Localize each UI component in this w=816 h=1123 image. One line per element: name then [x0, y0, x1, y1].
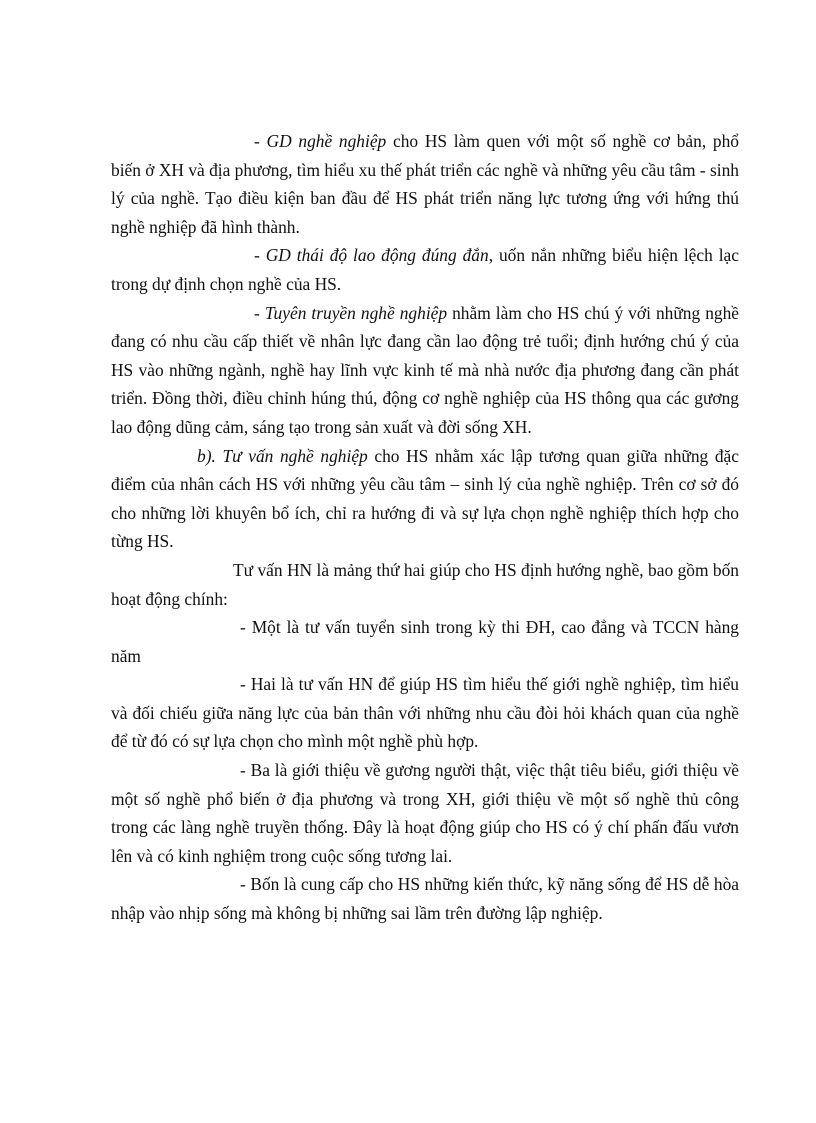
paragraph-hai-la: - Hai là tư vấn HN để giúp HS tìm hiểu thế giới nghề nghiệp, tìm hiểu và đối chiếu giữa năng lực của bản thân với những nhu cầu đòi hỏi khách quan của nghề để từ đó có sự lựa chọn cho mình một nghề phù hợp. — [111, 674, 739, 752]
paragraph-bon-la: - Bốn là cung cấp cho HS những kiến thức, kỹ năng sống để HS dễ hòa nhập vào nhịp sống mà không bị những sai lầm trên đường lập nghiệp. — [111, 874, 739, 924]
paragraph-gd-nghe-nghiep: - GD nghề nghiệp cho HS làm quen với một số nghề cơ bản, phổ biến ở XH và địa phương, tìm hiểu xu thế phát triển các nghề và những yêu cầu tâm - sinh lý của nghề. Tạo điều kiện ban đầu để HS phát triển năng lực tương ứng với hứng thú nghề nghiệp đã hình thành. — [111, 131, 739, 237]
paragraph-tu-van-hn: Tư vấn HN là mảng thứ hai giúp cho HS định hướng nghề, bao gồm bốn hoạt động chính: — [111, 559, 739, 609]
body-text — [111, 127, 739, 928]
paragraph-tuyen-truyen: - Tuyên truyền nghề nghiệp nhằm làm cho HS chú ý với những nghề đang có nhu cầu cấp thiết về nhân lực đang cần lao động trẻ tuổi; định hướng chú ý của HS vào những ngành, nghề hay lĩnh vực kinh tế mà nhà nước địa phương đang cần phát triển. Đồng thời, điều chỉnh húng thú, động cơ nghề nghiệp của HS thông qua các gương lao động dũng cảm, sáng tạo trong sản xuất và đời sống XH. — [111, 302, 739, 437]
paragraph-mot-la: - Một là tư vấn tuyển sinh trong kỳ thi ĐH, cao đẳng và TCCN hàng năm — [111, 617, 739, 666]
paragraph-ba-la: - Ba là giới thiệu về gương người thật, việc thật tiêu biểu, giới thiệu về một số nghề phổ biến ở địa phương và trong XH, giới thiệu về một số nghề thủ công trong các làng nghề truyền thống. Đây là hoạt động giúp cho HS có ý chí phấn đấu vươn lên và có kinh nghiệm trong cuộc sống tương lai. — [111, 760, 739, 866]
paragraph-gd-thai-do: - GD thái độ lao động đúng đắn, uốn nắn những biểu hiện lệch lạc trong dự định chọn nghề của HS. — [111, 245, 739, 294]
paragraph-tu-van: b). Tư vấn nghề nghiệp cho HS nhằm xác lập tương quan giữa những đặc điểm của nhân cách HS với những yêu cầu tâm – sinh lý của nghề nghiệp. Trên cơ sở đó cho những lời khuyên bổ ích, chỉ ra hướng đi và sự lựa chọn nghề nghiệp thích hợp cho từng HS. — [111, 445, 739, 552]
